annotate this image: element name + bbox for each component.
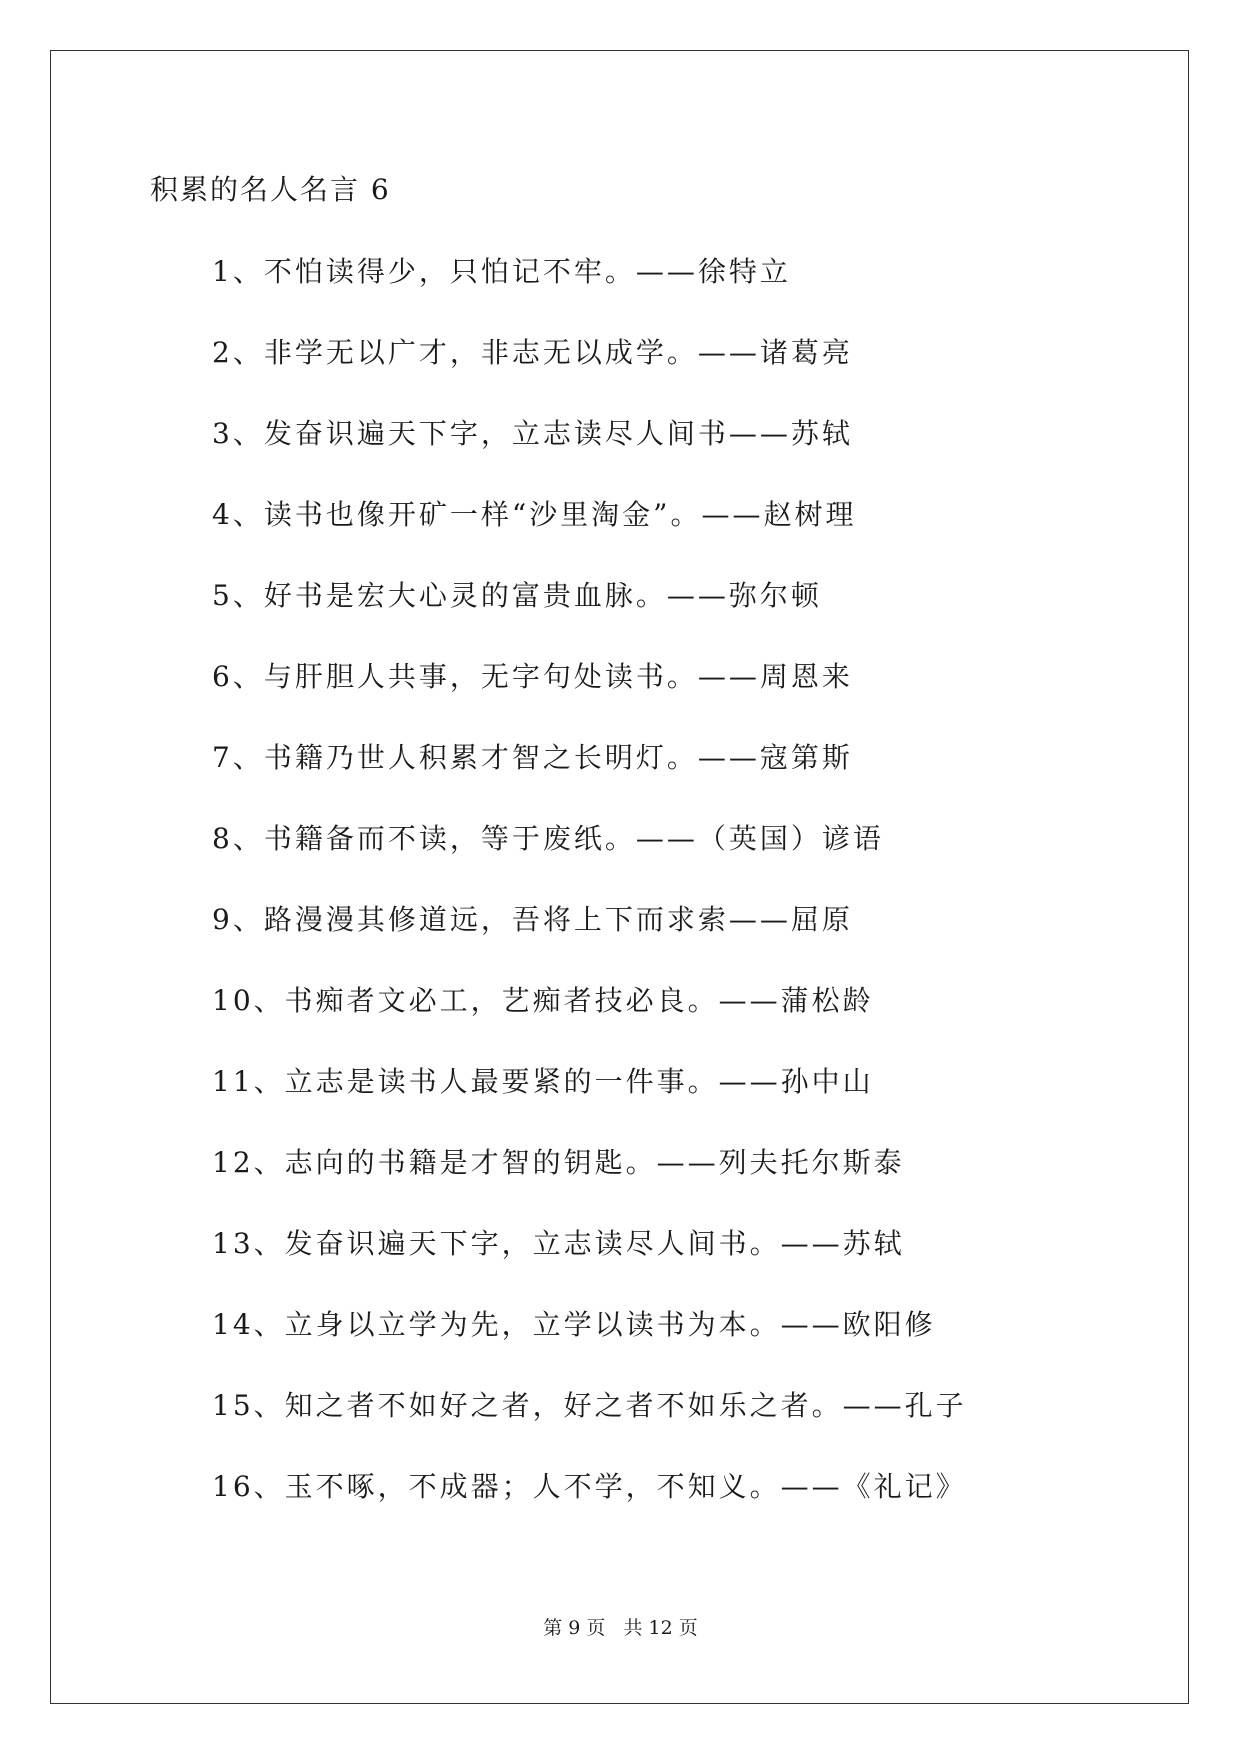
quote-list bbox=[212, 254, 967, 1550]
page-number-footer: 第 9 页 共 12 页 bbox=[543, 1617, 698, 1639]
quote-item: 9、路漫漫其修道远，吾将上下而求索——屈原 bbox=[212, 903, 853, 936]
quote-item: 16、玉不啄，不成器；人不学，不知义。——《礼记》 bbox=[212, 1470, 967, 1503]
quote-item: 6、与肝胆人共事，无字句处读书。——周恩来 bbox=[212, 660, 853, 693]
document-title: 积累的名人名言 6 bbox=[150, 173, 391, 206]
quote-item: 10、书痴者文必工，艺痴者技必良。——蒲松龄 bbox=[212, 984, 874, 1017]
quote-item: 8、书籍备而不读，等于废纸。——（英国）谚语 bbox=[212, 822, 884, 855]
quote-item: 1、不怕读得少，只怕记不牢。——徐特立 bbox=[212, 255, 791, 288]
quote-item: 4、读书也像开矿一样“沙里淘金”。——赵树理 bbox=[212, 498, 857, 531]
quote-item: 12、志向的书籍是才智的钥匙。——列夫托尔斯泰 bbox=[212, 1146, 905, 1179]
quote-item: 11、立志是读书人最要紧的一件事。——孙中山 bbox=[212, 1065, 874, 1098]
quote-item: 14、立身以立学为先，立学以读书为本。——欧阳修 bbox=[212, 1308, 936, 1341]
quote-item: 3、发奋识遍天下字，立志读尽人间书——苏轼 bbox=[212, 417, 853, 450]
quote-item: 13、发奋识遍天下字，立志读尽人间书。——苏轼 bbox=[212, 1227, 905, 1260]
quote-item: 2、非学无以广才，非志无以成学。——诸葛亮 bbox=[212, 336, 853, 369]
quote-item: 15、知之者不如好之者，好之者不如乐之者。——孔子 bbox=[212, 1389, 967, 1422]
quote-item: 7、书籍乃世人积累才智之长明灯。——寇第斯 bbox=[212, 741, 853, 774]
quote-item: 5、好书是宏大心灵的富贵血脉。——弥尔顿 bbox=[212, 579, 822, 612]
